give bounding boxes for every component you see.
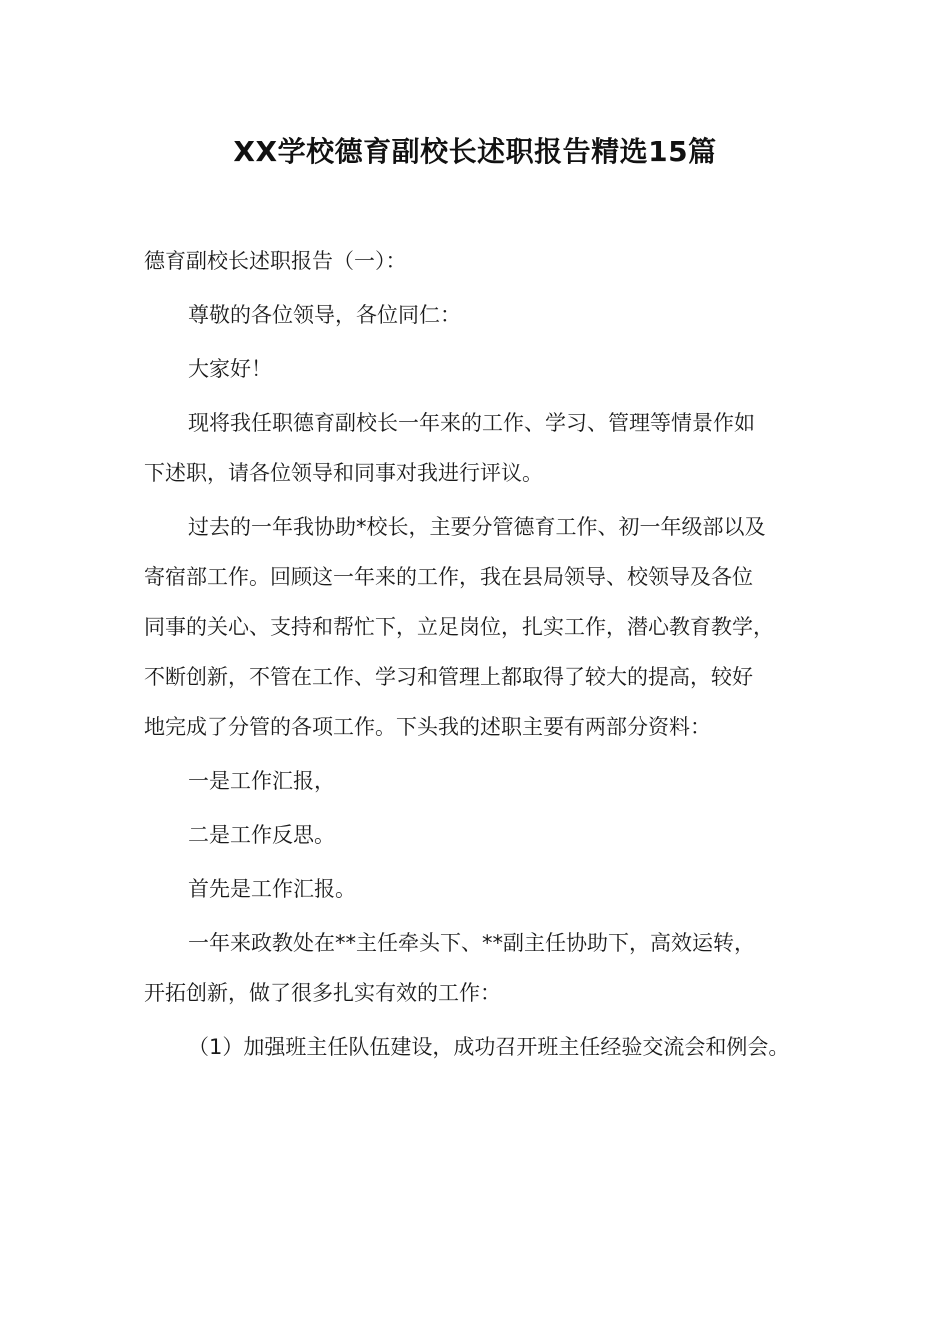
section-heading: 德育副校长述职报告（一）： — [144, 249, 407, 273]
office-paragraph — [144, 918, 824, 1018]
review-line: 地完成了分管的各项工作。下头我的述职主要有两部分资料： — [144, 715, 711, 739]
intro-line: 现将我任职德育副校长一年来的工作、学习、管理等情景作如 — [188, 411, 755, 435]
review-line: 不断创新，不管在工作、学习和管理上都取得了较大的提高，较好 — [144, 665, 753, 689]
list-item-1: （1）加强班主任队伍建设，成功召开班主任经验交流会和例会。 — [188, 1035, 790, 1059]
intro-paragraph — [144, 398, 824, 498]
part-two-paragraph: 二是工作反思。 — [188, 823, 335, 847]
document-body — [144, 236, 824, 1076]
review-line: 寄宿部工作。回顾这一年来的工作，我在县局领导、校领导及各位 — [144, 565, 753, 589]
review-line: 过去的一年我协助*校长，主要分管德育工作、初一年级部以及 — [188, 515, 766, 539]
document-title: XX学校德育副校长述职报告精选15篇 — [233, 135, 717, 168]
part-one-paragraph: 一是工作汇报， — [188, 769, 335, 793]
review-line: 同事的关心、支持和帮忙下，立足岗位，扎实工作，潜心教育教学， — [144, 615, 774, 639]
review-paragraph — [144, 502, 824, 752]
office-line: 开拓创新，做了很多扎实有效的工作： — [144, 981, 501, 1005]
salutation-paragraph: 尊敬的各位领导，各位同仁： — [188, 303, 461, 327]
office-line: 一年来政教处在**主任牵头下、**副主任协助下，高效运转， — [188, 931, 755, 955]
intro-line: 下述职，请各位领导和同事对我进行评议。 — [144, 461, 543, 485]
first-heading-paragraph: 首先是工作汇报。 — [188, 877, 356, 901]
greeting-paragraph: 大家好！ — [188, 357, 272, 381]
